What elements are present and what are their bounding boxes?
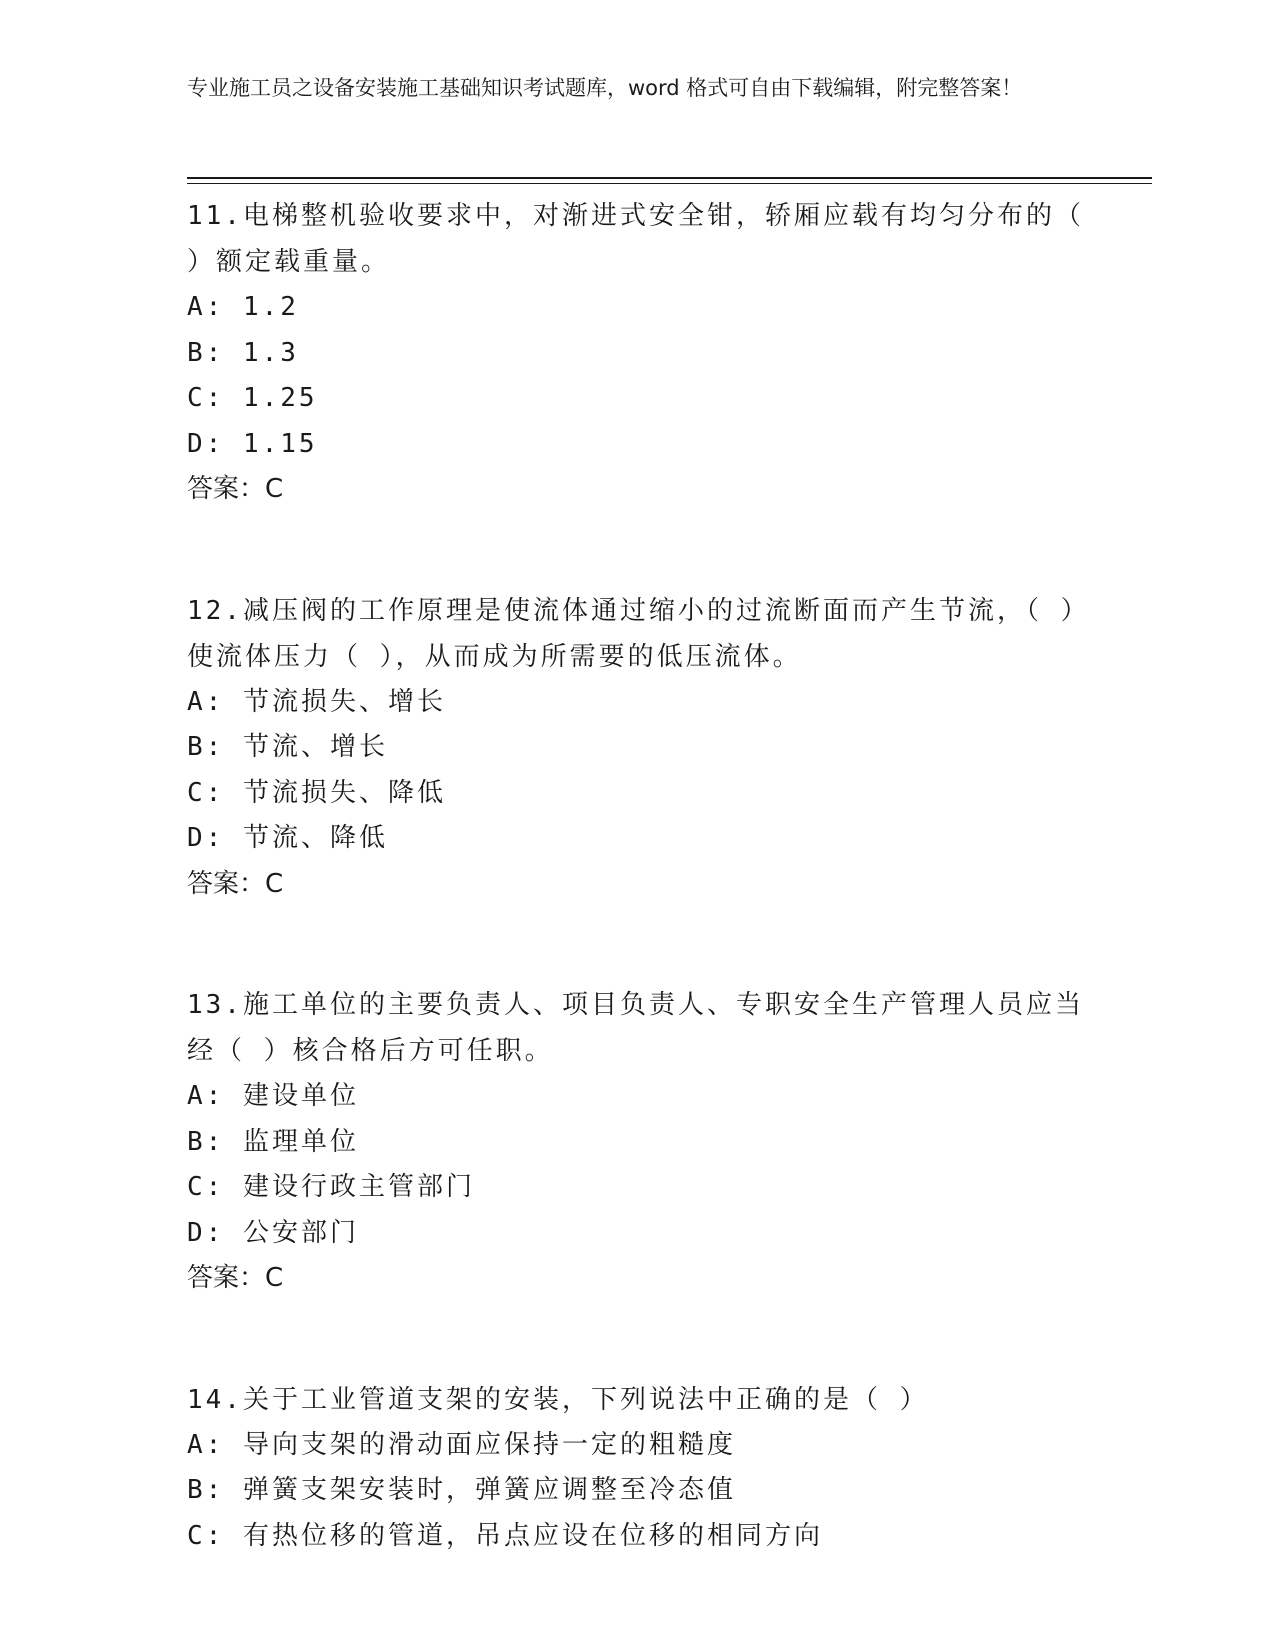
option-c: C: 建设行政主管部门 — [187, 1172, 475, 1202]
question-14 — [187, 1377, 1087, 1560]
option-a: A: 1.2 — [187, 292, 299, 322]
question-text: 13.施工单位的主要负责人、项目负责人、专职安全生产管理人员应当经（ ）核合格后方可任职。 — [187, 990, 1084, 1066]
question-gap — [187, 1302, 1087, 1377]
header-rule-thin — [187, 183, 1152, 184]
question-text: 12.减压阀的工作原理是使流体通过缩小的过流断面而产生节流，（ ）使流体压力（ ），从而成为所需要的低压流体。 — [187, 595, 1077, 672]
option-c: C: 1.25 — [187, 383, 318, 413]
option-d: D: 1.15 — [187, 428, 318, 459]
option-a: A: 建设单位 — [187, 1081, 359, 1111]
option-d: D: 节流、降低 — [187, 823, 388, 853]
question-text: 11.电梯整机验收要求中，对渐进式安全钳，轿厢应载有均匀分布的（ ）额定载重量。 — [187, 201, 1084, 277]
option-b: B: 1.3 — [187, 337, 299, 368]
question-text: 14.关于工业管道支架的安装，下列说法中正确的是（ ） — [187, 1384, 929, 1415]
question-gap — [187, 907, 1087, 982]
option-b: B: 弹簧支架安装时，弹簧应调整至冷态值 — [187, 1475, 736, 1505]
question-12 — [187, 588, 1087, 908]
option-b: B: 节流、增长 — [187, 732, 388, 762]
header-title: 专业施工员之设备安装施工基础知识考试题库，word 格式可自由下载编辑，附完整答案！ — [187, 76, 1023, 100]
question-gap — [187, 513, 1087, 588]
option-c: C: 节流损失、降低 — [187, 777, 446, 808]
option-b: B: 监理单位 — [187, 1126, 359, 1157]
document-header — [187, 72, 1067, 104]
option-d: D: 公安部门 — [187, 1217, 359, 1248]
question-list — [187, 193, 1087, 1559]
option-a: A: 导向支架的滑动面应保持一定的粗糙度 — [187, 1429, 736, 1460]
option-a: A: 节流损失、增长 — [187, 686, 446, 717]
answer: 答案：C — [187, 868, 284, 899]
answer: 答案：C — [187, 474, 284, 504]
answer: 答案：C — [187, 1263, 284, 1293]
header-rule-thick — [187, 177, 1152, 179]
option-c: C: 有热位移的管道，吊点应设在位移的相同方向 — [187, 1520, 823, 1551]
question-11 — [187, 193, 1087, 513]
question-13 — [187, 982, 1087, 1302]
